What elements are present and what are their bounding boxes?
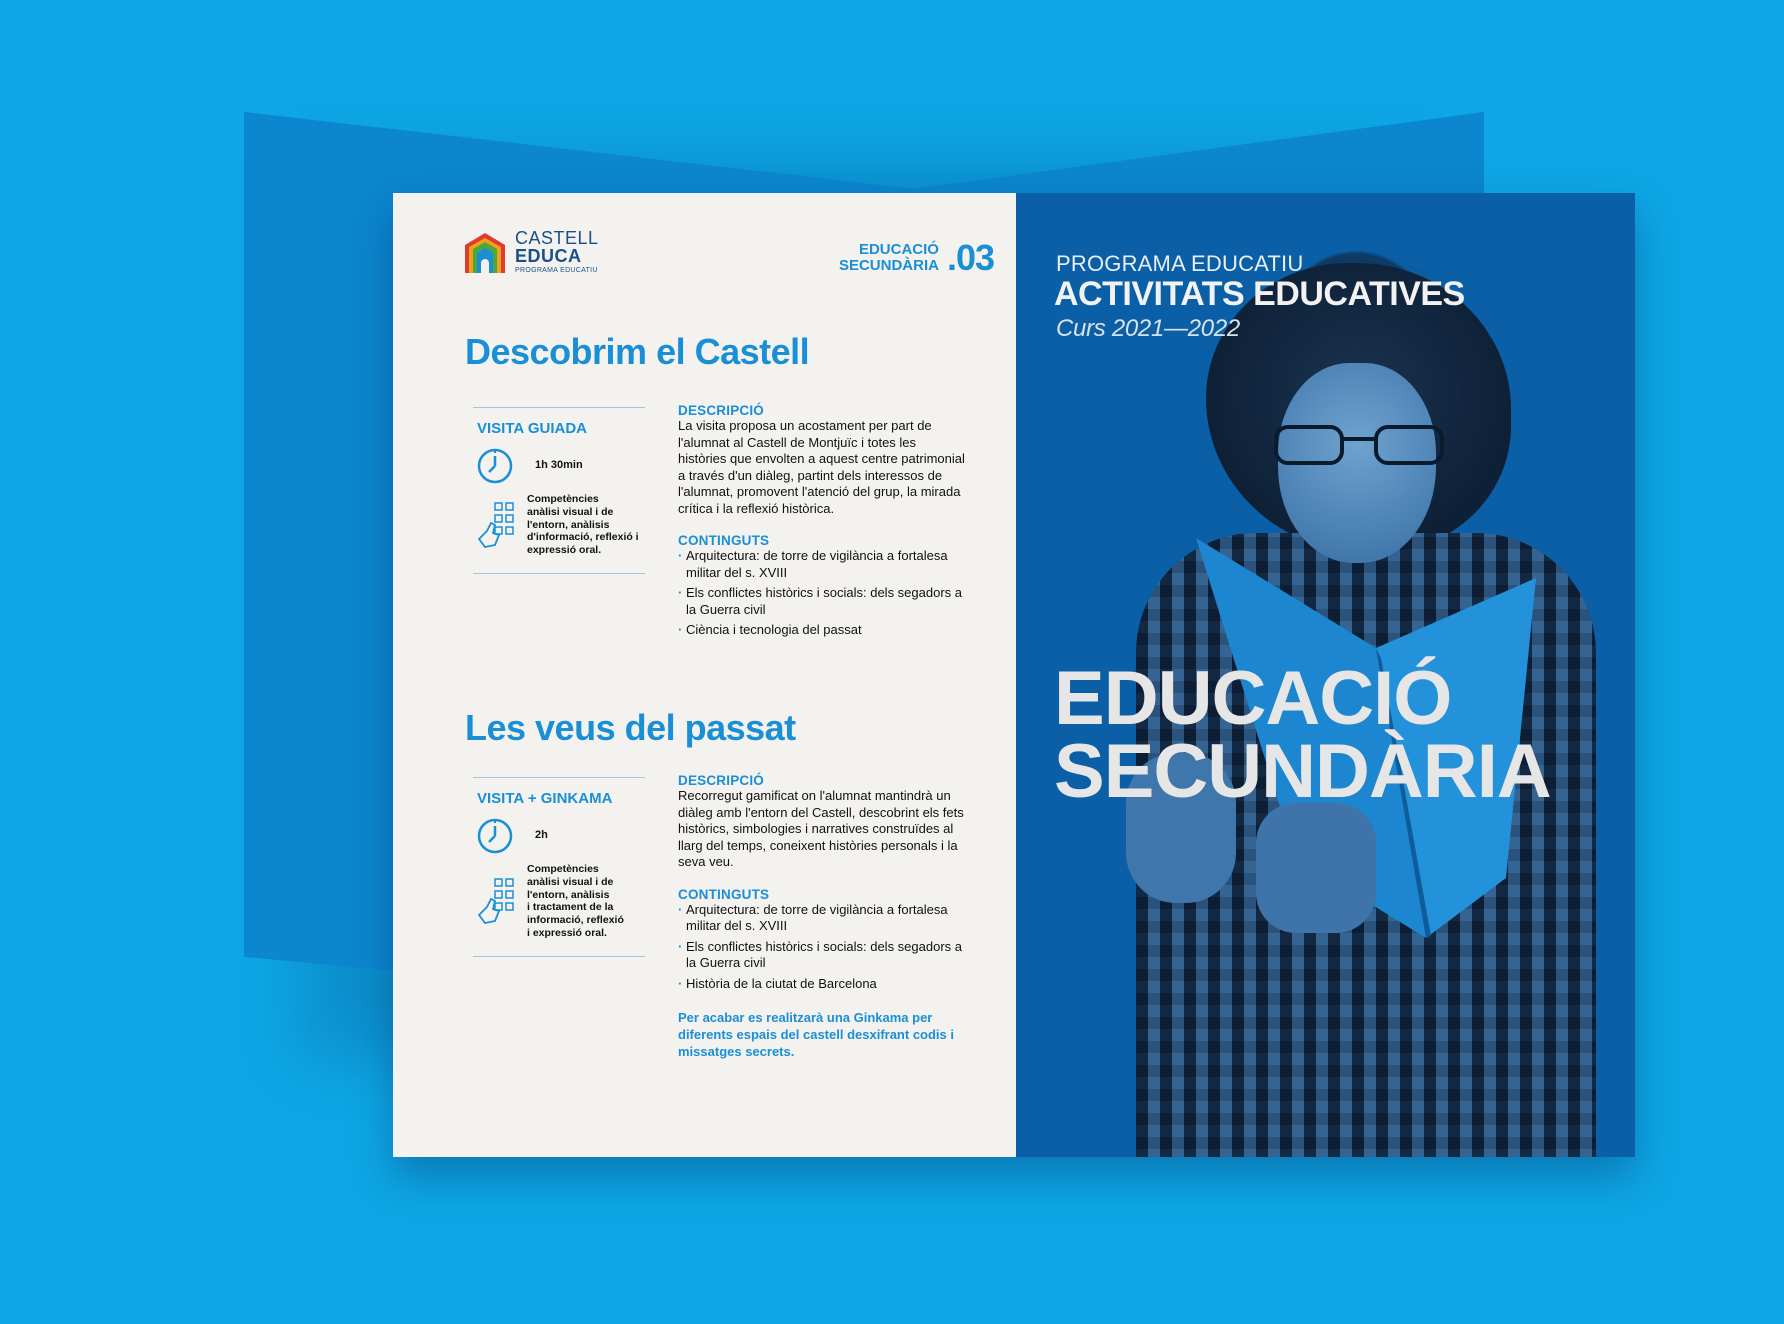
list-item: · Arquitectura: de torre de vigilància a fortalesa militar del s. XVIII [678,901,948,933]
description-label: DESCRIPCIÓ [678,403,765,418]
competencies-icon [475,501,515,549]
list-item: · Els conflictes històrics i socials: dels segadors a la Guerra civil [678,938,963,970]
competencies-line: d'informació, reflexió i [527,531,639,544]
description-label: DESCRIPCIÓ [678,773,765,788]
content-item-text: Els conflictes històrics i socials: dels segadors a la Guerra civil [686,585,963,617]
contents-label: CONTINGUTS [678,886,770,902]
photo-glasses [1274,425,1444,469]
activity-title: Descobrim el Castell [465,331,810,372]
content-item-text: Història de la ciutat de Barcelona [686,975,877,991]
activity-type: VISITA GUIADA [477,420,588,437]
page-tag-line2: SECUNDÀRIA [838,257,939,274]
contents-label: CONTINGUTS [678,533,770,548]
contents-list [678,902,968,993]
activity-meta [473,407,645,574]
contents-list [678,548,968,639]
cover-title: ACTIVITATS EDUCATIVES [1054,275,1465,313]
description-text: Recorregut gamificat on l'alumnat mantindrà un diàleg amb l'entorn del Castell, descobrint els fets històrics, simbologies i narratives construïdes al llarg del temps, coneixent històries personals i la seva veu. [678,788,964,869]
content-item-text: Ciència i tecnologia del passat [686,622,862,637]
list-item: · Els conflictes històrics i socials: dels segadors a la Guerra civil [678,585,963,617]
description-text: La visita proposa un acostament per part de l'alumnat al Castell de Montjuïc i totes les històries que envolten a aquest centre patrimonial a través d'un diàleg, partint dels interessos de l'alumnat, promovent l'atenció del grup, la mirada crítica i la reflexió històrica. [678,418,965,516]
competencies-line: expressió oral. [527,544,602,557]
competencies-line: anàlisi visual i de [527,505,614,518]
page-tag-line1: EDUCACIÓ [858,241,939,259]
content-item-text: Arquitectura: de torre de vigilància a fortalesa militar del s. XVIII [686,901,948,933]
activity-duration: 1h 30min [535,459,583,471]
ginkama-note: Per acabar es realitzarà una Ginkama per diferents espais del castell desxifrant codis i missatges secrets. [678,1010,954,1059]
castell-educa-logo [461,229,599,277]
cover-big-line1: EDUCACIÓ [1054,656,1452,741]
competencies-line: Competències [527,863,599,875]
castle-logo-icon [461,229,509,277]
page-tag [839,237,994,279]
content-item-text: Els conflictes històrics i socials: dels segadors a la Guerra civil [686,938,963,970]
left-page [393,193,1016,1157]
logo-line-educa: EDUCA [515,246,582,266]
brochure-spread [393,193,1635,1157]
activity-description-column [678,773,968,1061]
activity-competencies [527,863,624,940]
photo-right-hand [1256,803,1376,933]
list-item: · Arquitectura: de torre de vigilància a fortalesa militar del s. XVIII [678,548,948,580]
content-item-text: Arquitectura: de torre de vigilància a fortalesa militar del s. XVIII [686,548,948,580]
competencies-icon [475,877,515,925]
clock-icon [475,815,515,855]
competencies-line: anàlisi visual i de [527,875,614,888]
activity-competencies [527,493,639,557]
competencies-line: l'entorn, anàlisis [527,888,610,901]
competencies-line: Competències [527,493,599,505]
cover-big-line2: SECUNDÀRIA [1054,728,1551,814]
activity-duration: 2h [535,829,548,841]
cover-year: Curs 2021—2022 [1056,315,1240,342]
list-item: · Ciència i tecnologia del passat [678,622,862,637]
competencies-line: informació, reflexió [527,914,624,927]
clock-icon [475,445,515,485]
page-number: .03 [946,237,994,278]
activity-type: VISITA + GINKAMA [477,790,613,807]
logo-line-castell: CASTELL [515,228,599,248]
competencies-line: i tractament de la [527,901,614,914]
activity-meta [473,777,645,957]
activity-title: Les veus del passat [465,707,796,748]
competencies-line: i expressió oral. [527,926,607,939]
cover-subtitle: PROGRAMA EDUCATIU [1056,251,1304,276]
cover-big-heading [1054,656,1551,814]
list-item: · Història de la ciutat de Barcelona [678,975,877,991]
logo-line-programa: PROGRAMA EDUCATIU [515,267,598,274]
right-page-cover [1016,193,1635,1157]
competencies-line: l'entorn, anàlisis [527,518,610,531]
activity-description-column [678,403,968,643]
